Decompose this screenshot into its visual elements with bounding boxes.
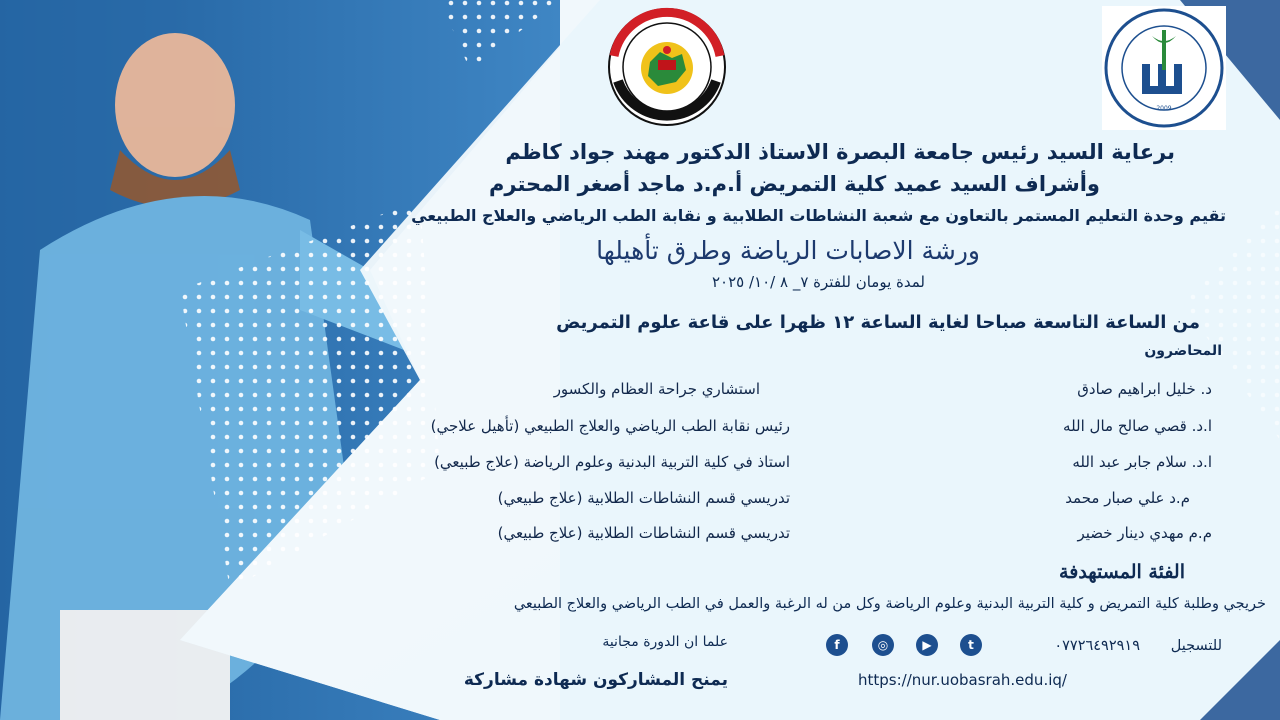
lecturer-name-5: م.م مهدي دينار خضير [1077,524,1212,542]
syndicate-logo [604,6,730,128]
lecturer-name-1: د. خليل ابراهيم صادق [1077,380,1212,398]
target-heading: الفئة المستهدفة [1059,561,1185,583]
patronage-line: برعاية السيد رئيس جامعة البصرة الاستاذ الدكتور مهند جواد كاظم [505,140,1175,164]
organizer-line: تقيم وحدة التعليم المستمر بالتعاون مع شعبة النشاطات الطلابية و نقابة الطب الرياضي والعلاج الطبيعي [411,206,1226,225]
instagram-icon[interactable]: ◎ [872,634,894,656]
supervision-line: وأشراف السيد عميد كلية التمريض أ.م.د ماجد أصغر المحترم [489,172,1100,196]
phone-number: ٠٧٧٢٦٤٩٢٩١٩ [1054,638,1140,654]
lecturer-role-3: استاذ في كلية التربية البدنية وعلوم الرياضة (علاج طبيعي) [434,453,790,471]
lecturer-name-2: ا.د. قصي صالح مال الله [1063,417,1212,435]
workshop-duration: لمدة يومان للفترة ٧_ ٨ /١٠/ ٢٠٢٥ [711,273,925,291]
university-logo-year: 2009 [1156,105,1172,112]
workshop-title: ورشة الاصابات الرياضة وطرق تأهيلها [596,236,980,265]
lecturer-name-3: ا.د. سلام جابر عبد الله [1072,453,1212,471]
university-logo [1102,6,1226,130]
lecturer-role-5: تدريسي قسم النشاطات الطلابية (علاج طبيعي) [497,524,790,542]
twitter-icon[interactable]: t [960,634,982,656]
lecturers-label: المحاضرون [1144,343,1222,359]
lecturer-name-4: م.د علي صبار محمد [1065,489,1190,507]
certificate-note: يمنح المشاركون شهادة مشاركة [463,670,728,690]
facebook-icon[interactable]: f [826,634,848,656]
time-place: من الساعة التاسعة صباحا لغاية الساعة ١٢ ظهرا على قاعة علوم التمريض [556,312,1200,333]
lecturer-role-2: رئيس نقابة الطب الرياضي والعلاج الطبيعي (تأهيل علاجي) [430,417,790,435]
free-note: علما ان الدورة مجانية [602,634,728,650]
register-label: للتسجيل [1170,638,1222,654]
youtube-icon[interactable]: ▶ [916,634,938,656]
lecturer-role-4: تدريسي قسم النشاطات الطلابية (علاج طبيعي) [497,489,790,507]
target-text: خريجي وطلبة كلية التمريض و كلية التربية البدنية وعلوم الرياضة وكل من له الرغبة والعمل في الطب الرياضي والعلاج الطبيعي [513,596,1266,612]
lecturer-role-1: استشاري جراحة العظام والكسور [553,380,760,398]
website-link[interactable]: https://nur.uobasrah.edu.iq/ [858,671,1067,689]
